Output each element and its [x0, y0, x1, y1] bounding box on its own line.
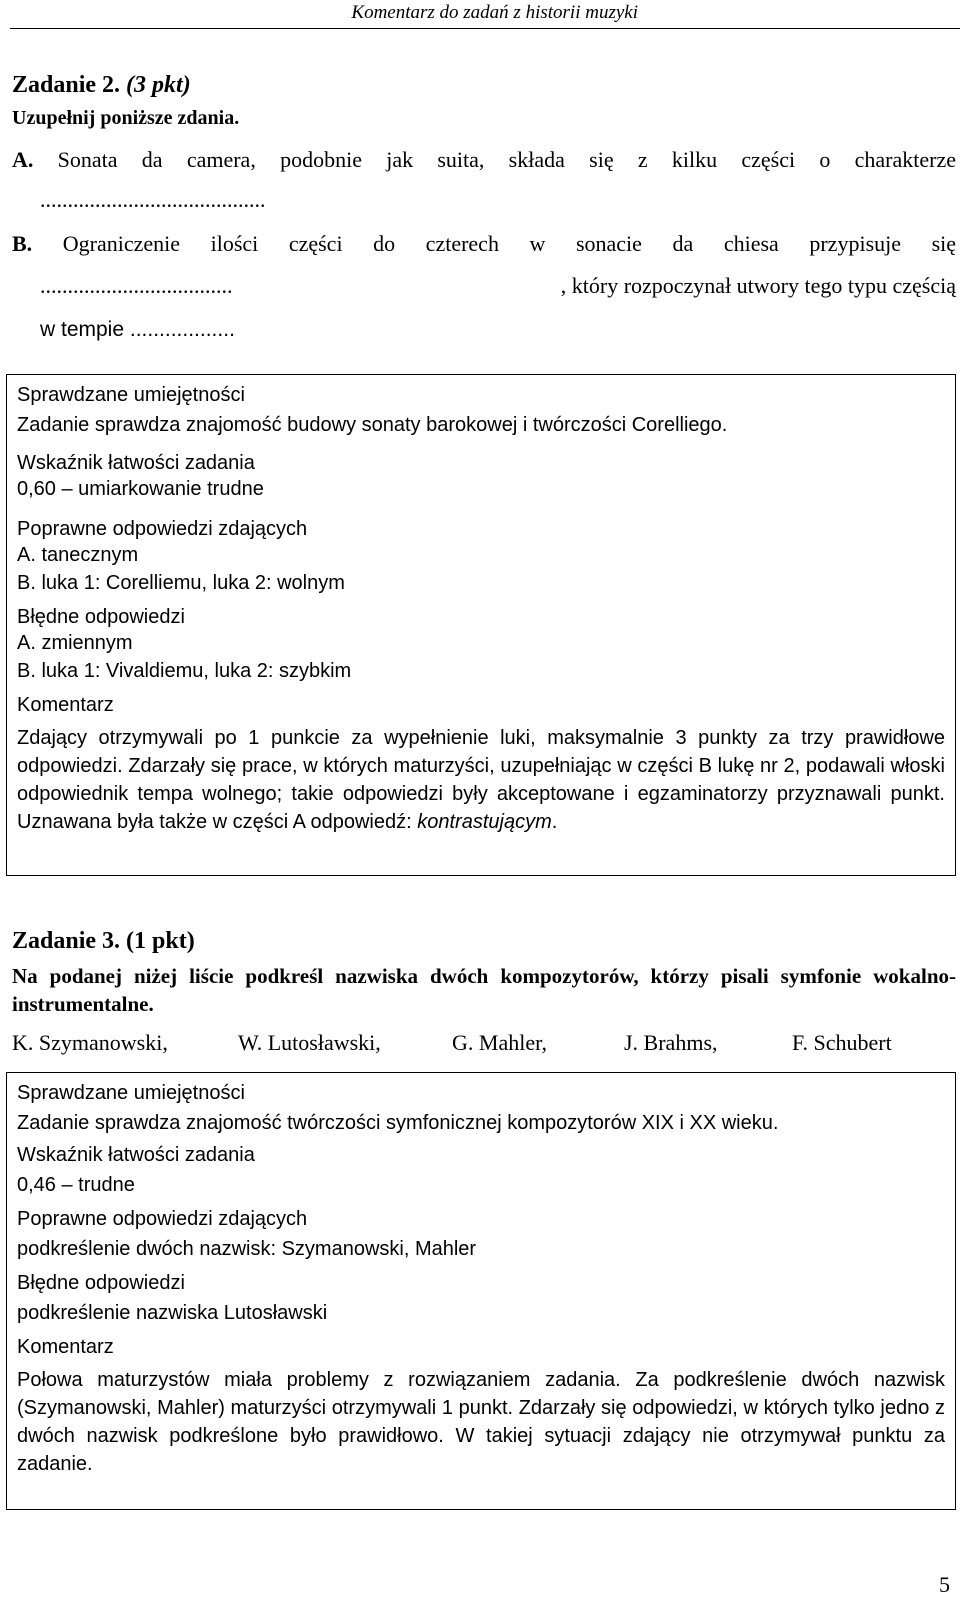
task2-b-label: B. — [12, 231, 33, 256]
task2-a-label: A. — [12, 147, 34, 172]
box2-comment-heading: Komentarz — [17, 694, 114, 716]
task2-title — [12, 72, 191, 99]
header-title: Komentarz do zadań z historii muzyki — [351, 2, 638, 23]
task3-title — [12, 928, 195, 955]
task3-title-points: (1 pkt) — [126, 928, 195, 954]
task2-title-points: (3 pkt) — [126, 72, 191, 98]
box2-skills-text: Zadanie sprawdza znajomość budowy sonaty barokowej i twórczości Corelliego. — [17, 414, 728, 436]
task2-a-gap: ......................................... — [40, 187, 266, 212]
box3-skills-text: Zadanie sprawdza znajomość twórczości symfonicznej kompozytorów XIX i XX wieku. — [17, 1112, 779, 1134]
box3-skills-heading: Sprawdzane umiejętności — [17, 1082, 245, 1104]
box3-index-text: 0,46 – trudne — [17, 1174, 135, 1196]
page-number: 5 — [939, 1572, 950, 1597]
box2-wrong-a: A. zmiennym — [17, 632, 133, 654]
task2-a-text: Sonata da camera, podobnie jak suita, składa się z kilku części o charakterze — [57, 147, 956, 172]
task3-instruction: Na podanej niżej liście podkreśl nazwiska dwóch kompozytorów, którzy pisali symfonie wokalno-instrumentalne. — [12, 964, 956, 1016]
box2-comment-end: . — [551, 811, 558, 833]
task3-title-main: Zadanie 3. — [12, 928, 121, 954]
task2-a-gap-dots: ........................................ — [40, 187, 260, 212]
composer-name: K. Szymanowski, — [12, 1030, 168, 1055]
box3-correct-heading: Poprawne odpowiedzi zdających — [17, 1208, 308, 1230]
task2-item-a — [12, 146, 956, 174]
box2-index-text: 0,60 – umiarkowanie trudne — [17, 478, 264, 500]
task2-b-text: Ograniczenie ilości części do czterech w sonacie da chiesa przypisuje się — [62, 231, 957, 256]
task2-item-b — [12, 230, 956, 258]
task2-b-text2: , który rozpoczynał utwory tego typu częścią — [560, 273, 956, 298]
box2-comment-text: Zdający otrzymywali po 1 punkcie za wypełnienie luki, maksymalnie 3 punkty za trzy prawidłowe odpowiedzi. Zdarzały się prace, w których maturzyści, uzupełniając w części B lukę nr 2, podawali włoski odpowiednik tempa wolnego; takie odpowiedzi były akceptowane i egzaminatorzy przyznawali punkt. Uznawana była także w części A odpowiedź: — [17, 727, 945, 833]
task2-b-text3: w tempie — [40, 318, 125, 341]
task2-b-line3: w tempie .................. — [40, 318, 235, 341]
page-header — [0, 0, 960, 30]
task2-instruction: Uzupełnij poniższe zdania. — [12, 107, 240, 129]
box2-comment — [17, 724, 945, 836]
task2-b-line2 — [40, 272, 956, 300]
box3-index-heading: Wskaźnik łatwości zadania — [17, 1144, 255, 1166]
box2-comment-italic: kontrastującym — [417, 811, 552, 833]
box3-correct-text: podkreślenie dwóch nazwisk: Szymanowski, Mahler — [17, 1238, 477, 1260]
box2-index-heading: Wskaźnik łatwości zadania — [17, 452, 255, 474]
composer-name: W. Lutosławski, — [238, 1030, 381, 1055]
header-divider — [10, 28, 960, 29]
task2-title-main: Zadanie 2. — [12, 72, 121, 98]
composer-name: G. Mahler, — [452, 1030, 548, 1055]
box3-wrong-text: podkreślenie nazwiska Lutosławski — [17, 1302, 328, 1324]
task2-b-gap2: ................. — [129, 318, 230, 341]
box2-skills-heading: Sprawdzane umiejętności — [17, 384, 245, 406]
box3-wrong-heading: Błędne odpowiedzi — [17, 1272, 185, 1294]
box2-wrong-b: B. luka 1: Vivaldiemu, luka 2: szybkim — [17, 660, 352, 682]
box2-correct-a: A. tanecznym — [17, 544, 139, 566]
box2-correct-b: B. luka 1: Corelliemu, luka 2: wolnym — [17, 572, 345, 594]
composer-name: F. Schubert — [792, 1030, 892, 1055]
box2-wrong-heading: Błędne odpowiedzi — [17, 606, 185, 628]
composer-name: J. Brahms, — [624, 1030, 718, 1055]
task3-commentary-box — [6, 1072, 956, 1510]
box3-comment-heading: Komentarz — [17, 1336, 114, 1358]
task2-b-gap1: ................................... — [40, 273, 233, 298]
box3-comment-text: Połowa maturzystów miała problemy z rozwiązaniem zadania. Za podkreślenie dwóch nazwisk (Szymanowski, Mahler) maturzyści otrzymywali 1 punkt. Zdarzały się odpowiedzi, w których tylko jedno z dwóch nazwisk podkreślone było prawidłowo. W takiej sytuacji zdający nie otrzymywał punktu za zadanie. — [17, 1369, 945, 1475]
task2-commentary-box — [6, 374, 956, 876]
box2-correct-heading: Poprawne odpowiedzi zdających — [17, 518, 308, 540]
